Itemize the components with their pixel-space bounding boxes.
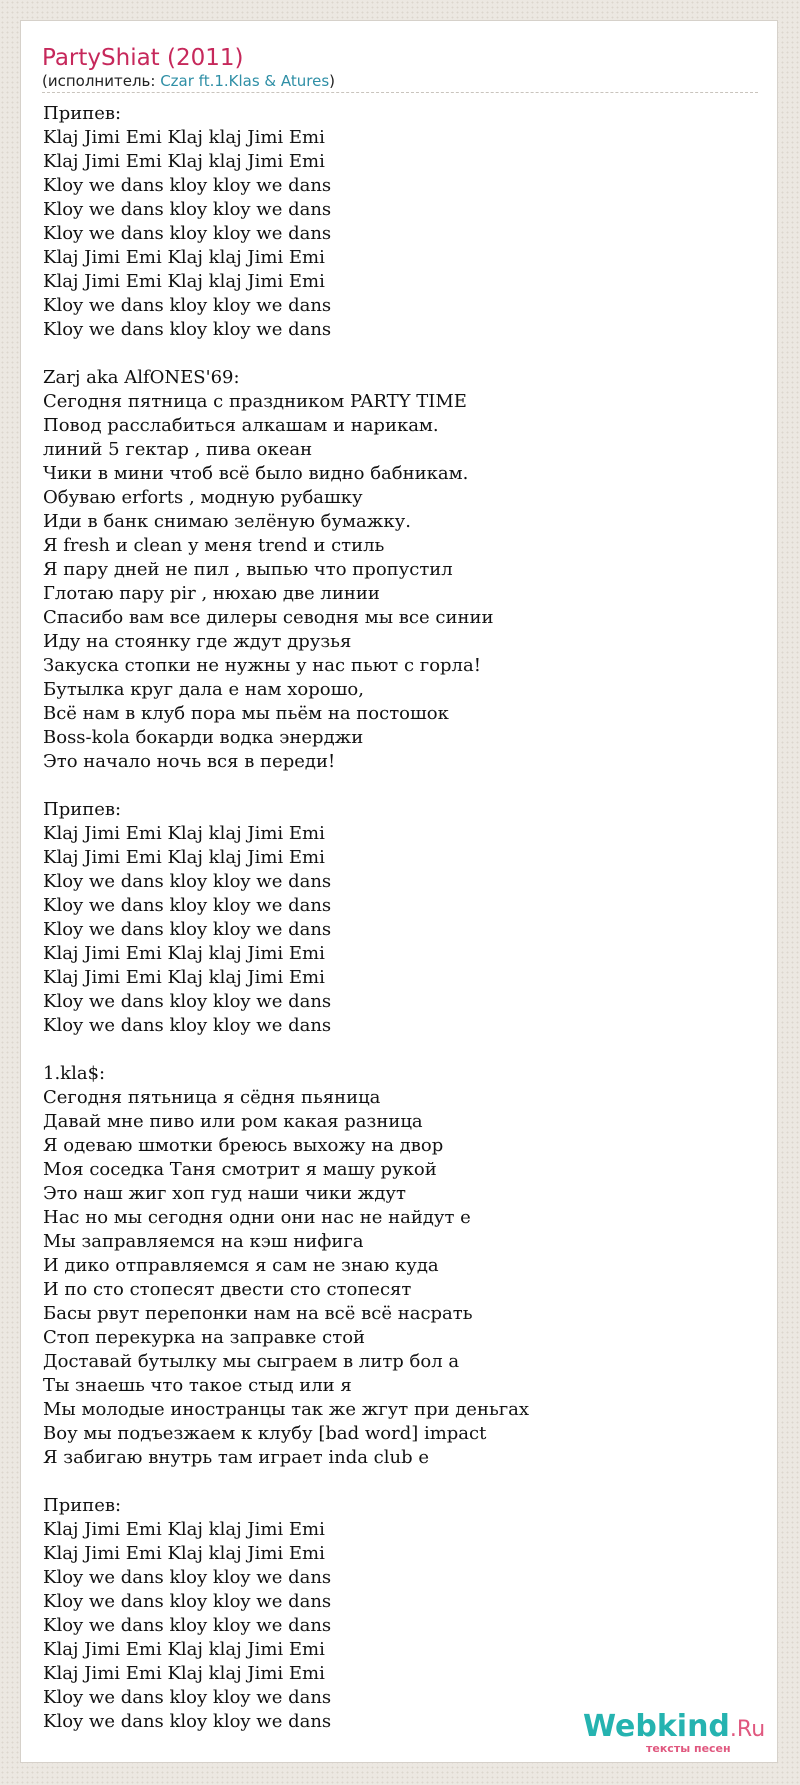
logo-main-text: Webkind	[583, 1709, 730, 1744]
artist-prefix: (исполнитель:	[42, 72, 161, 90]
lyric-line: Глотаю пару pir , нюхаю две линии	[43, 583, 380, 604]
artist-link[interactable]: Czar ft.1.Klas & Atures	[160, 72, 330, 90]
lyric-line: Обуваю erforts , модную рубашку	[43, 487, 363, 508]
lyric-line: Kloy we dans kloy kloy we dans	[43, 919, 332, 940]
lyric-line: Kloy we dans kloy kloy we dans	[43, 895, 332, 916]
lyric-line: Klaj Jimi Emi Klaj klaj Jimi Emi	[43, 823, 325, 844]
lyric-line: Иду на стоянку где ждут друзья	[43, 631, 352, 652]
lyric-line: Kloy we dans kloy kloy we dans	[43, 175, 332, 196]
lyric-line: Kloy we dans kloy kloy we dans	[43, 1015, 332, 1036]
lyric-line: Kloy we dans kloy kloy we dans	[43, 319, 332, 340]
lyric-line: Kloy we dans kloy kloy we dans	[43, 871, 332, 892]
lyric-line: Мы заправляемся на кэш нифига	[43, 1231, 364, 1252]
lyric-line: Klaj Jimi Emi Klaj klaj Jimi Emi	[43, 151, 325, 172]
lyric-line: Давай мне пиво или ром какая разница	[43, 1111, 423, 1132]
lyric-line: Kloy we dans kloy kloy we dans	[43, 991, 332, 1012]
lyric-line: Klaj Jimi Emi Klaj klaj Jimi Emi	[43, 1639, 325, 1660]
lyric-line: Kloy we dans kloy kloy we dans	[43, 295, 332, 316]
lyric-line: Повод расслабиться алкашам и нарикам.	[43, 415, 439, 436]
lyric-line: Klaj Jimi Emi Klaj klaj Jimi Emi	[43, 1519, 325, 1540]
lyric-line: Klaj Jimi Emi Klaj klaj Jimi Emi	[43, 1543, 325, 1564]
lyric-line: Я одеваю шмотки бреюсь выхожу на двор	[43, 1135, 444, 1156]
lyrics-stanza	[43, 366, 763, 774]
lyric-line: Воу мы подъезжаем к клубу [bad word] impact	[43, 1423, 487, 1444]
lyric-line: Kloy we dans kloy kloy we dans	[43, 199, 332, 220]
lyric-line: Нас но мы сегодня одни они нас не найдут е	[43, 1207, 471, 1228]
lyric-line: Я пару дней не пил , выпью что пропустил	[43, 559, 453, 580]
lyric-line: Klaj Jimi Emi Klaj klaj Jimi Emi	[43, 127, 325, 148]
lyric-line: Иди в банк снимаю зелёную бумажку.	[43, 511, 411, 532]
lyric-line: Kloy we dans kloy kloy we dans	[43, 1687, 332, 1708]
lyric-line: Это начало ночь вся в переди!	[43, 751, 336, 772]
lyrics-stanza	[43, 798, 763, 1038]
logo-tld: .Ru	[729, 1717, 766, 1742]
lyric-line: Kloy we dans kloy kloy we dans	[43, 1615, 332, 1636]
artist-suffix: )	[329, 72, 336, 90]
lyric-line: Я fresh и clean у меня trend и стиль	[43, 535, 385, 556]
song-title: PartyShiat (2011)	[42, 45, 244, 71]
stanza-heading: Припев:	[43, 103, 122, 124]
lyric-line: Klaj Jimi Emi Klaj klaj Jimi Emi	[43, 1663, 325, 1684]
lyric-line: Я забигаю внутрь там играет inda club е	[43, 1447, 429, 1468]
stanza-heading: Припев:	[43, 1495, 122, 1516]
lyrics-stanza	[43, 1062, 763, 1470]
lyric-line: И дико отправляемся я сам не знаю куда	[43, 1255, 439, 1276]
stanza-heading: 1.kla$:	[43, 1063, 106, 1084]
title-divider	[42, 92, 758, 93]
lyrics-stanza	[43, 102, 763, 342]
lyric-line: линий 5 гектар , пива океан	[43, 439, 313, 460]
lyrics-stanza	[43, 1494, 763, 1734]
lyric-line: Klaj Jimi Emi Klaj klaj Jimi Emi	[43, 967, 325, 988]
lyric-line: Ты знаешь что такое стыд или я	[43, 1375, 352, 1396]
artist-line	[42, 71, 779, 91]
lyric-line: И по сто стопесят двести сто стопесят	[43, 1279, 412, 1300]
lyric-line: Всё нам в клуб пора мы пьём на постошок	[43, 703, 449, 724]
lyric-line: Мы молодые иностранцы так же жгут при деньгах	[43, 1399, 530, 1420]
lyrics-card	[20, 20, 778, 1763]
lyric-line: Чики в мини чтоб всё было видно бабникам.	[43, 463, 469, 484]
lyric-line: Сегодня пятьница я сёдня пьяница	[43, 1087, 381, 1108]
lyric-line: Бутылка круг дала е нам хорошо,	[43, 679, 364, 700]
lyric-line: Klaj Jimi Emi Klaj klaj Jimi Emi	[43, 271, 325, 292]
lyric-line: Kloy we dans kloy kloy we dans	[43, 1711, 332, 1732]
lyric-line: Спасибо вам все дилеры севодня мы все синии	[43, 607, 494, 628]
lyrics-text	[43, 102, 766, 1758]
lyric-line: Закуска стопки не нужны у нас пьют с горла!	[43, 655, 481, 676]
lyric-line: Басы рвут перепонки нам на всё всё насрать	[43, 1303, 473, 1324]
lyric-line: Моя соседка Таня смотрит я машу рукой	[43, 1159, 437, 1180]
lyric-line: Klaj Jimi Emi Klaj klaj Jimi Emi	[43, 247, 325, 268]
site-logo[interactable]	[583, 1707, 773, 1757]
lyric-line: Klaj Jimi Emi Klaj klaj Jimi Emi	[43, 943, 325, 964]
lyric-line: Стоп перекурка на заправке стой	[43, 1327, 366, 1348]
lyric-line: Доставай бутылку мы сыграем в литр бол а	[43, 1351, 460, 1372]
lyric-line: Это наш жиг хоп гуд наши чики ждут	[43, 1183, 406, 1204]
lyric-line: Kloy we dans kloy kloy we dans	[43, 1591, 332, 1612]
stanza-heading: Припев:	[43, 799, 122, 820]
logo-subtitle: тексты песен	[646, 1742, 731, 1755]
lyric-line: Kloy we dans kloy kloy we dans	[43, 223, 332, 244]
lyric-line: Boss-kola бокарди водка энерджи	[43, 727, 364, 748]
lyric-line: Kloy we dans kloy kloy we dans	[43, 1567, 332, 1588]
lyric-line: Сегодня пятница с праздником PARTY TIME	[43, 391, 467, 412]
stanza-heading: Zarj aka AlfONES'69:	[43, 367, 240, 388]
lyric-line: Klaj Jimi Emi Klaj klaj Jimi Emi	[43, 847, 325, 868]
